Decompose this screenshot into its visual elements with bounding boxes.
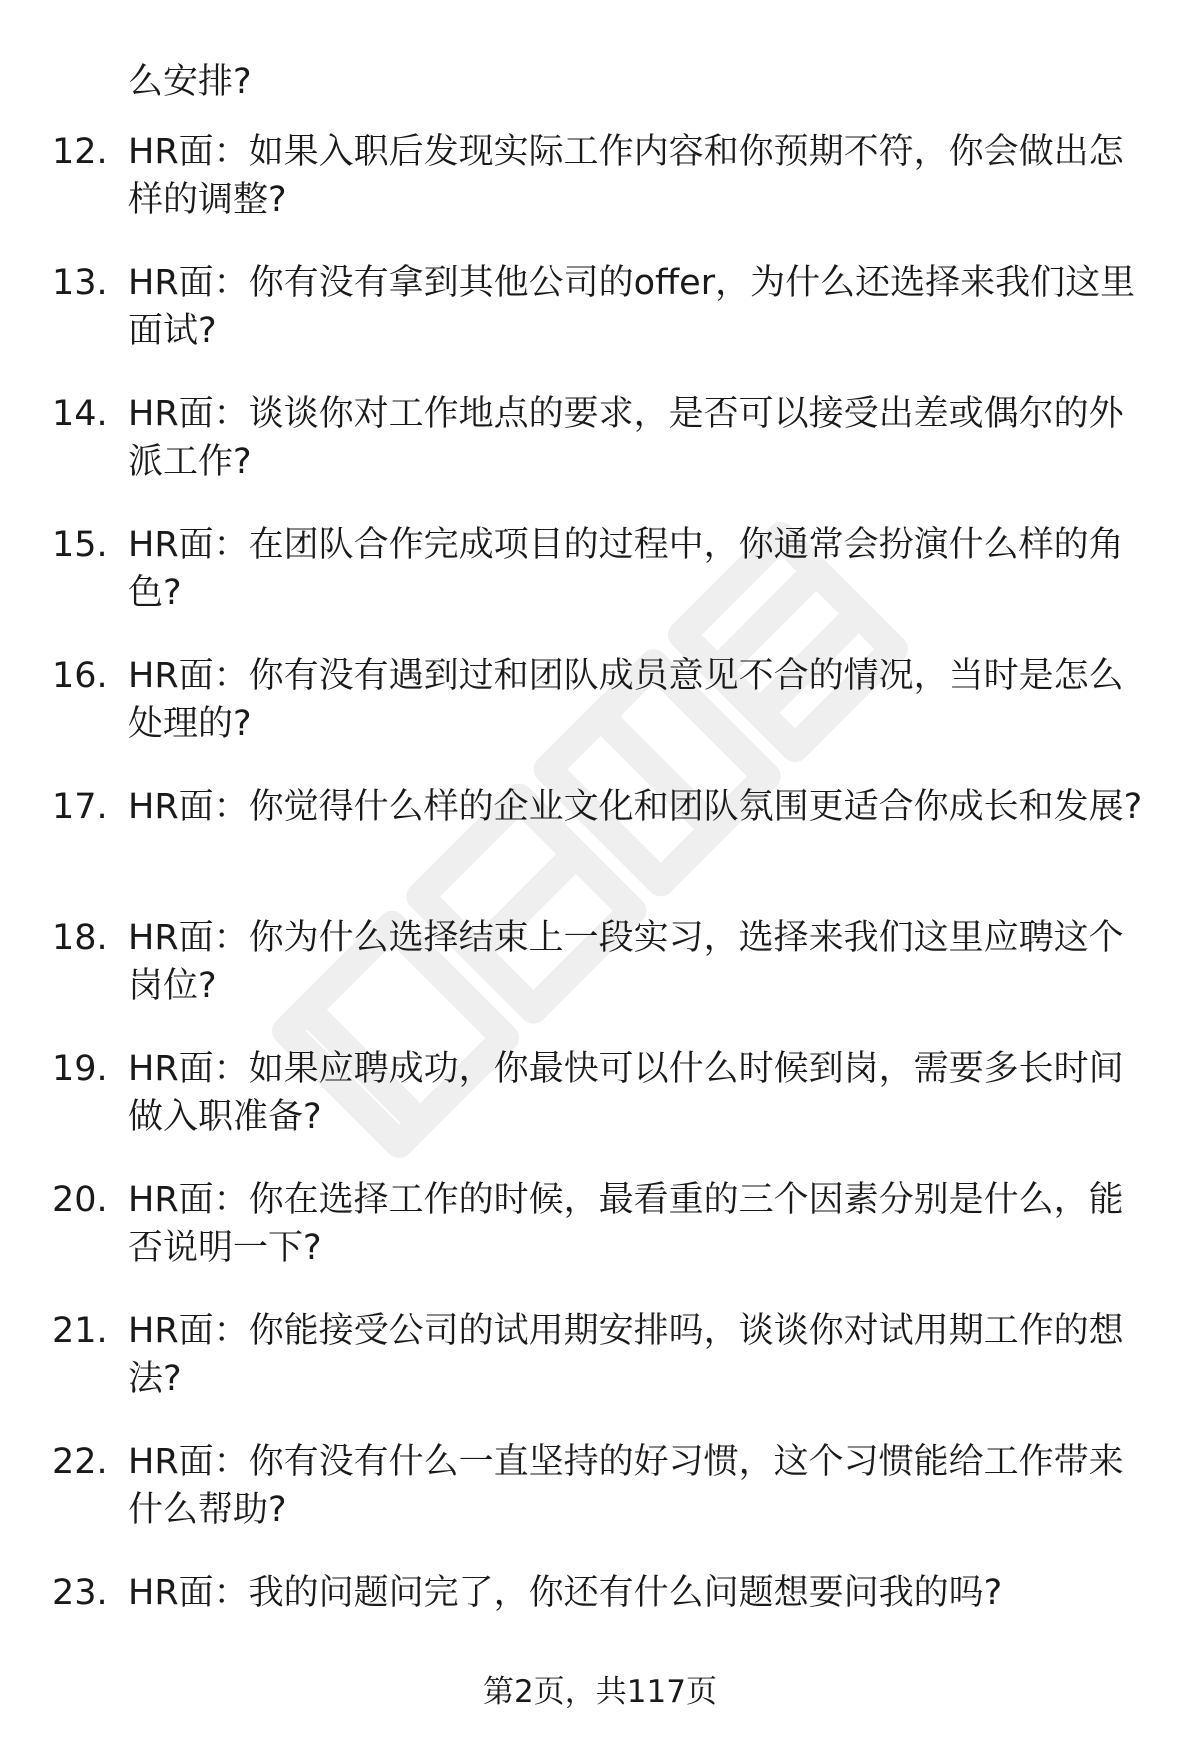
question-number: 12.	[52, 132, 108, 172]
question-number: 20.	[52, 1180, 108, 1220]
question-text: HR面：你有没有拿到其他公司的offer，为什么还选择来我们这里面试?	[128, 263, 1136, 351]
question-text: HR面：如果应聘成功，你最快可以什么时候到岗，需要多长时间做入职准备?	[128, 1049, 1124, 1137]
question-number: 14.	[52, 394, 108, 434]
list-item	[0, 652, 1200, 783]
question-number: 18.	[52, 918, 108, 958]
list-item	[0, 259, 1200, 390]
list-item	[0, 1176, 1200, 1307]
question-number: 15.	[52, 525, 108, 565]
continuation-text: 么安排?	[128, 62, 252, 102]
question-text: HR面：我的问题问完了，你还有什么问题想要问我的吗?	[128, 1573, 1003, 1613]
list-item	[0, 521, 1200, 652]
question-number: 16.	[52, 656, 108, 696]
list-item	[0, 1307, 1200, 1438]
question-text: HR面：在团队合作完成项目的过程中，你通常会扮演什么样的角色?	[128, 525, 1124, 613]
list-item	[0, 128, 1200, 259]
question-number: 21.	[52, 1311, 108, 1351]
list-item	[0, 914, 1200, 1045]
question-text: HR面：你在选择工作的时候，最看重的三个因素分别是什么，能否说明一下?	[128, 1180, 1124, 1268]
question-number: 19.	[52, 1049, 108, 1089]
question-text: HR面：你觉得什么样的企业文化和团队氛围更适合你成长和发展?	[128, 787, 1143, 827]
question-number: 17.	[52, 787, 108, 827]
page-footer: 第2页，共117页	[483, 1674, 717, 1710]
question-text: HR面：你为什么选择结束上一段实习，选择来我们这里应聘这个岗位?	[128, 918, 1124, 1006]
list-item	[0, 783, 1200, 914]
question-list	[0, 128, 1200, 1649]
question-number: 22.	[52, 1442, 108, 1482]
list-item	[0, 1569, 1200, 1649]
question-text: HR面：你有没有遇到过和团队成员意见不合的情况，当时是怎么处理的?	[128, 656, 1124, 744]
question-number: 13.	[52, 263, 108, 303]
question-number: 23.	[52, 1573, 108, 1613]
question-text: HR面：如果入职后发现实际工作内容和你预期不符，你会做出怎样的调整?	[128, 132, 1124, 220]
question-text: HR面：谈谈你对工作地点的要求，是否可以接受出差或偶尔的外派工作?	[128, 394, 1124, 482]
question-text: HR面：你有没有什么一直坚持的好习惯，这个习惯能给工作带来什么帮助?	[128, 1442, 1124, 1530]
list-item	[0, 1045, 1200, 1176]
list-item	[0, 1438, 1200, 1569]
question-text: HR面：你能接受公司的试用期安排吗，谈谈你对试用期工作的想法?	[128, 1311, 1124, 1399]
list-item	[0, 390, 1200, 521]
